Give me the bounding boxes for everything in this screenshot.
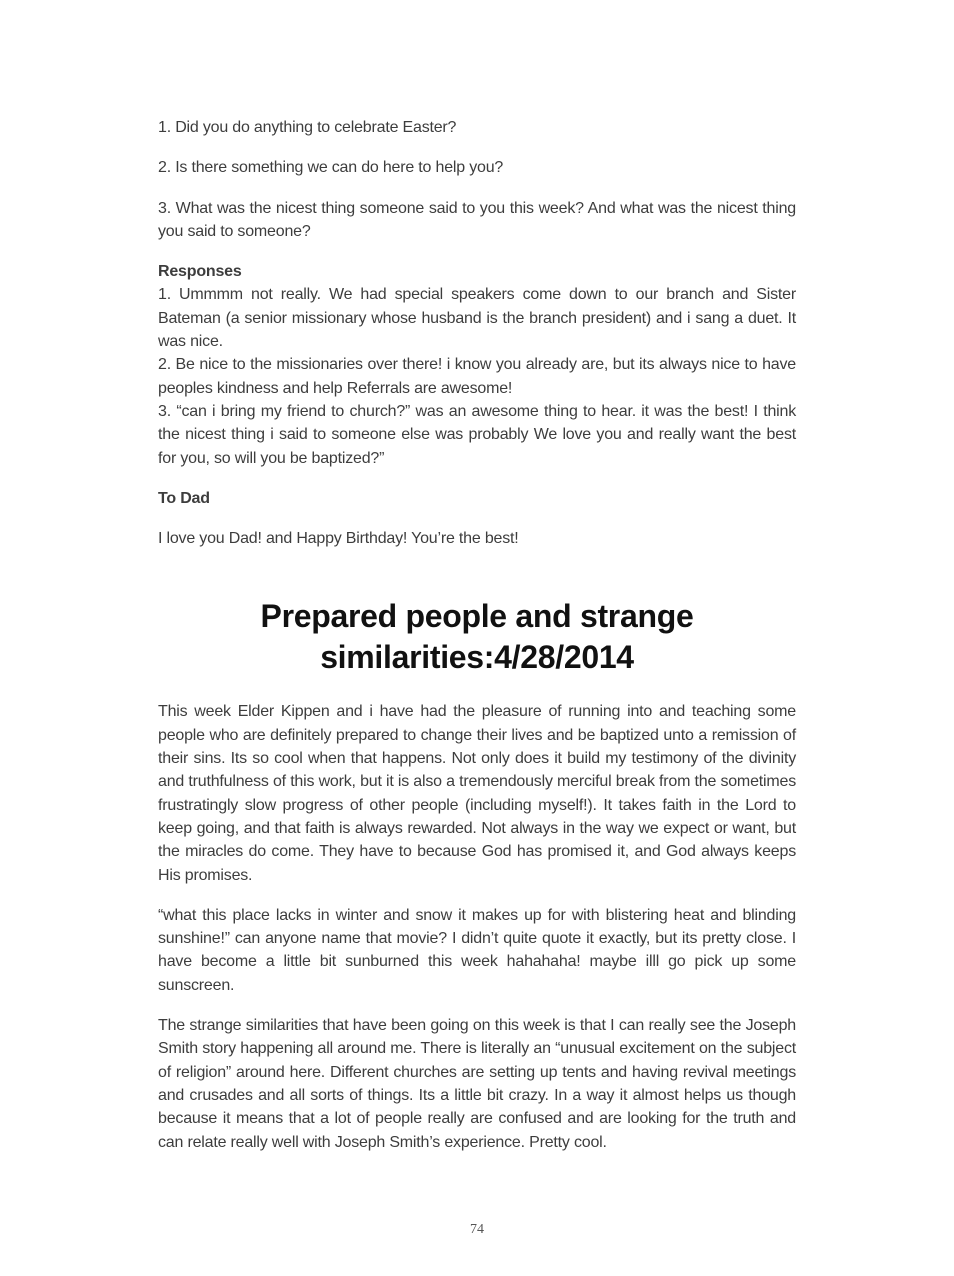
question-3: 3. What was the nicest thing someone said to you this week? And what was the nicest thing you said to someone?	[158, 199, 796, 240]
section-title-line-2: similarities:4/28/2014	[320, 639, 634, 676]
section-title-line-1: Prepared people and strange	[260, 598, 694, 635]
body-paragraph-1: This week Elder Kippen and i have had the pleasure of running into and teaching some people who are definitely prepared to change their lives and be baptized unto a remission of their sins. Its so cool when that happens. Not only does it build my testimony of the divinity and truthfulness of this work, but it is also a tremendously merciful break from the sometimes frustratingly slow progress of other people (including myself!). It takes faith in the Lord to keep going, and that faith is always rewarded. Not always in the way we expect or want, but the miracles do come. They have to because God has promised it, and God always keeps His promises.	[158, 703, 796, 884]
response-3: 3. “can i bring my friend to church?” was an awesome thing to hear. it was the best! I think the nicest thing i said to someone else was probably We love you and really want the best for you, so will you be baptized?”	[158, 402, 796, 467]
question-2: 2. Is there something we can do here to help you?	[158, 159, 504, 177]
section-title	[158, 596, 796, 678]
page-number: 74	[470, 1222, 484, 1237]
body-paragraph-3: The strange similarities that have been going on this week is that I can really see the Joseph Smith story happening all around me. There is literally an “unusual excitement on the subject of religion” around here. Different churches are setting up tents and having revival meetings and crusades and all sorts of things. Its a little bit crazy. In a way it almost helps us though because it means that a lot of people really are confused and are looking for the truth and can relate really well with Joseph Smith’s experience. Pretty cool.	[158, 1017, 796, 1151]
page-content	[158, 116, 796, 1171]
response-2: 2. Be nice to the missionaries over there! i know you already are, but its always nice to have peoples kindness and help Referrals are awesome!	[158, 356, 796, 397]
body-paragraph-2: “what this place lacks in winter and snow it makes up for with blistering heat and blinding sunshine!” can anyone name that movie? I didn’t quite quote it exactly, but its pretty close. I have become a little bit sunburned this week hahahaha! maybe illl go pick up some sunscreen.	[158, 906, 796, 994]
responses-section	[158, 260, 796, 470]
to-dad-heading: To Dad	[158, 489, 210, 507]
responses-heading: Responses	[158, 263, 242, 281]
question-1: 1. Did you do anything to celebrate Easter?	[158, 119, 457, 136]
to-dad-text: I love you Dad! and Happy Birthday! You’re the best!	[158, 530, 519, 548]
response-1: 1. Ummmm not really. We had special speakers come down to our branch and Sister Bateman (a senior missionary whose husband is the branch president) and i sang a duet. It was nice.	[158, 286, 796, 351]
